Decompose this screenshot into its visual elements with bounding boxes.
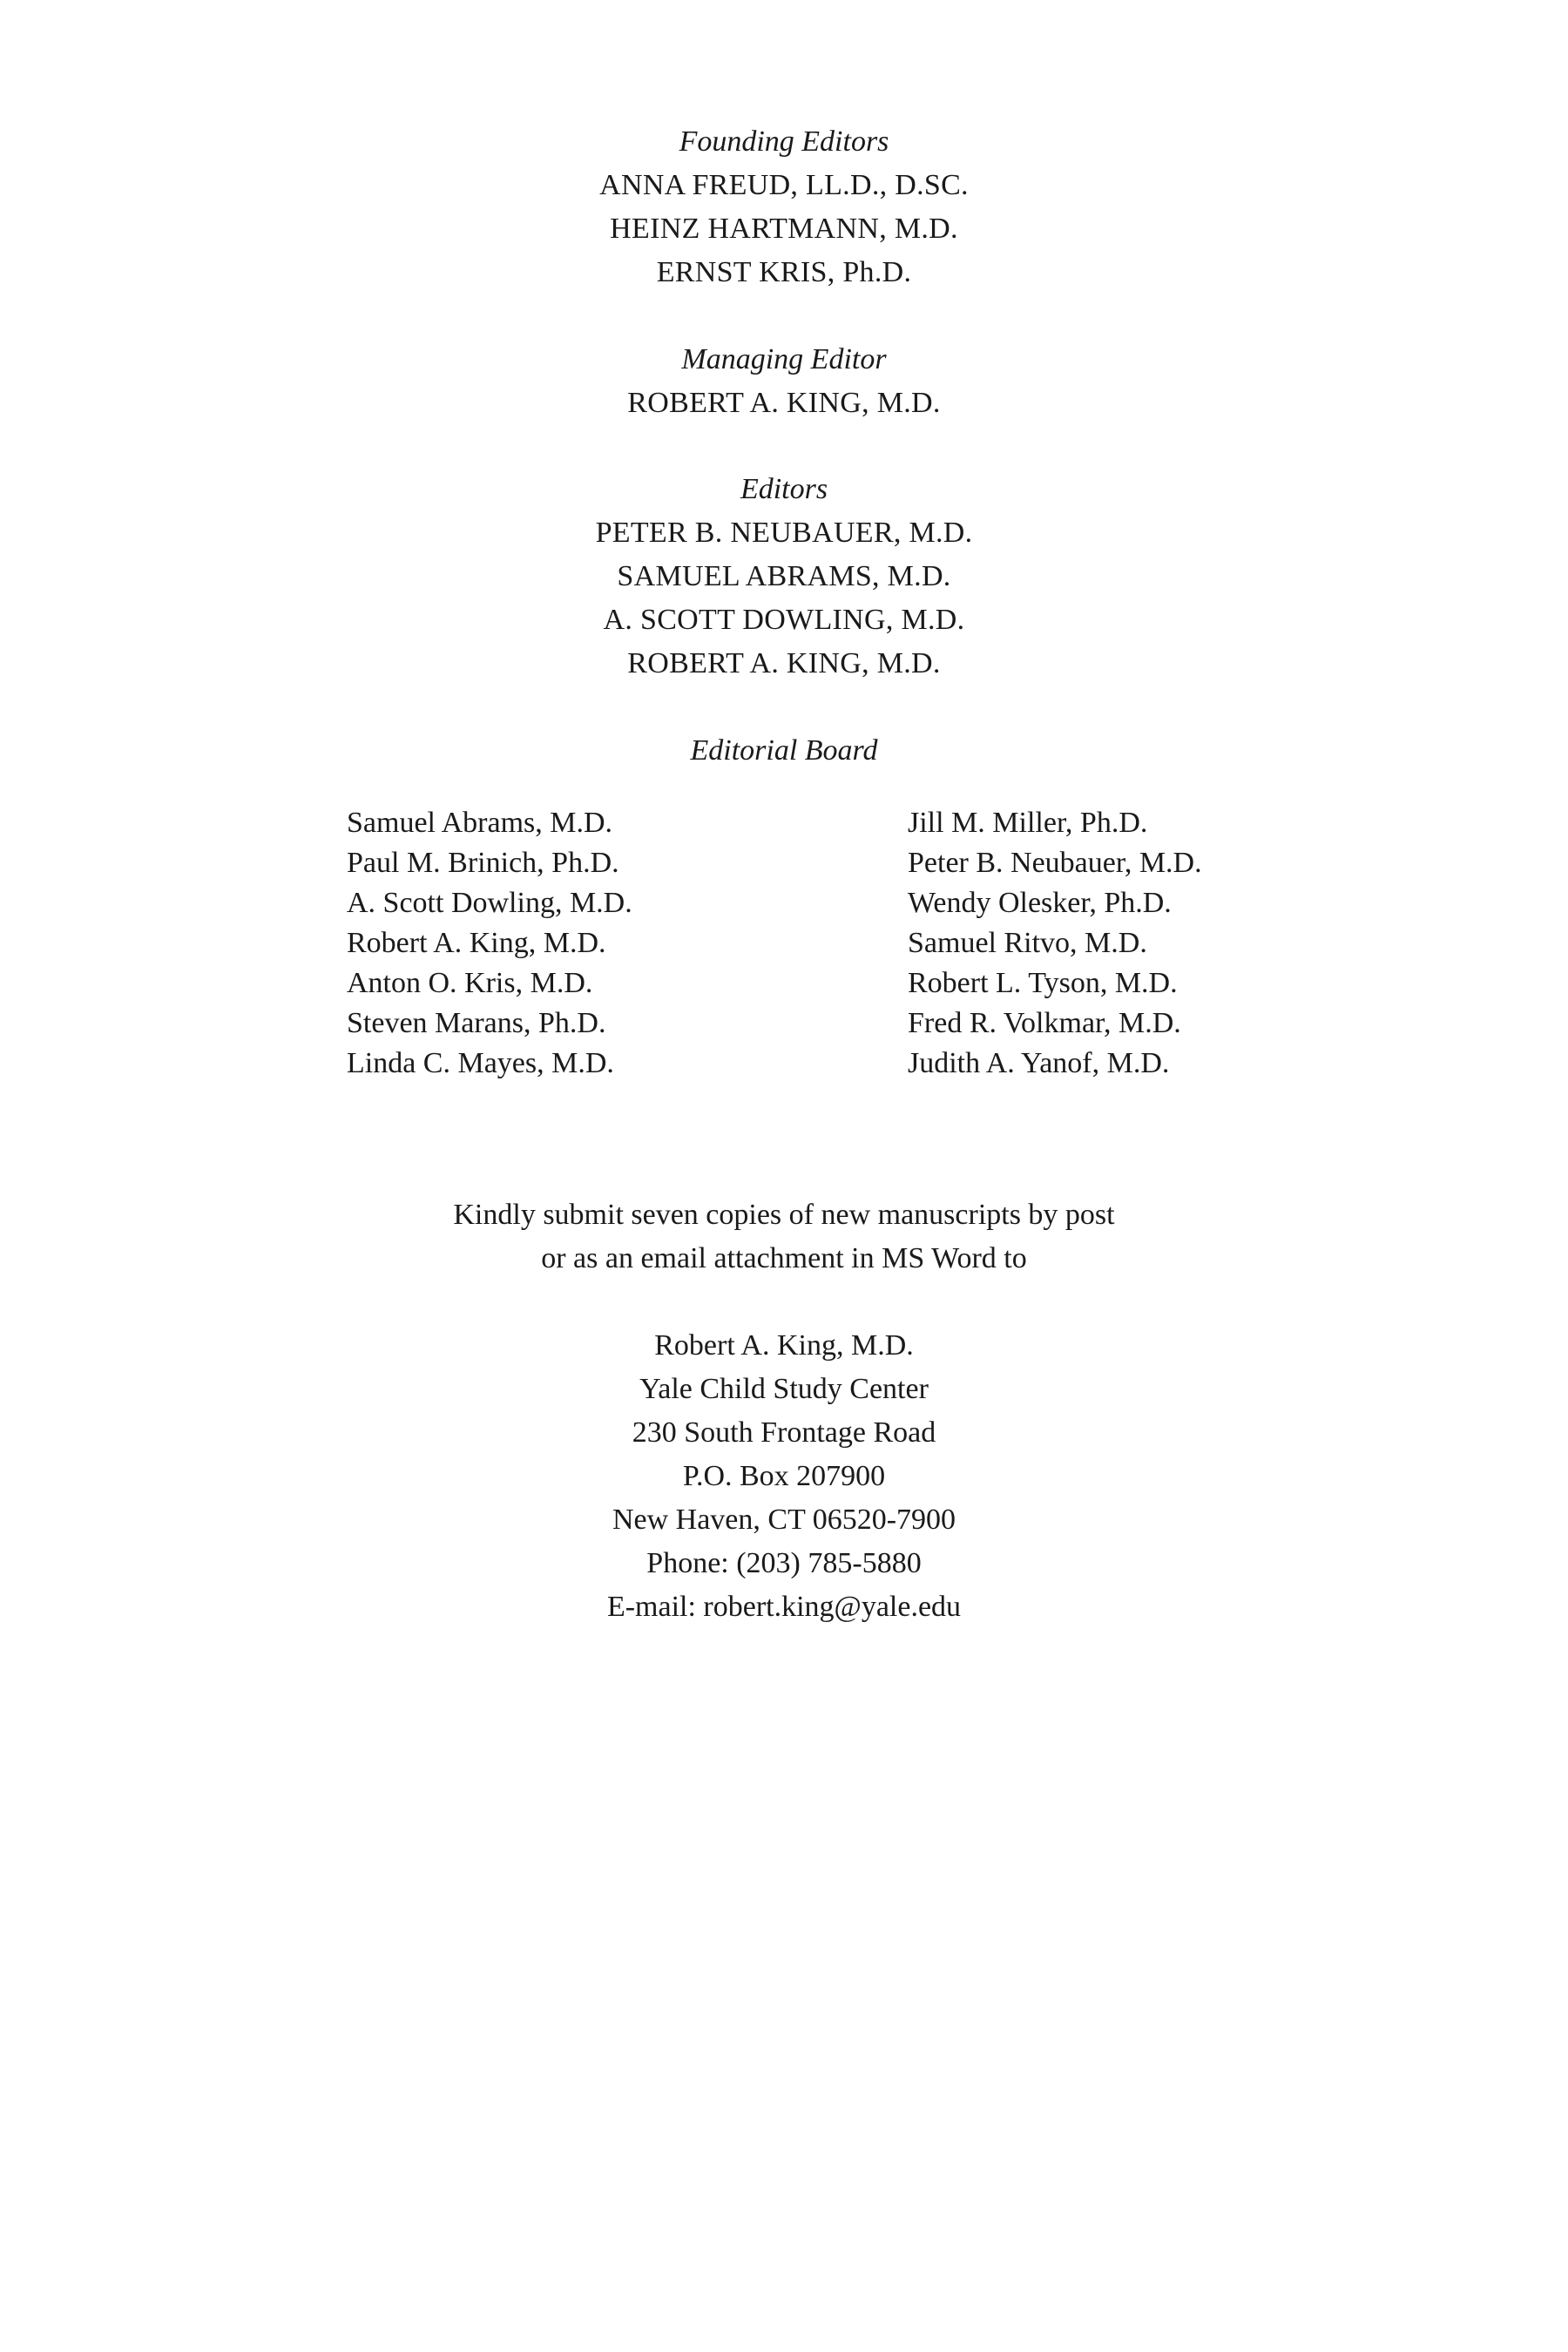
board-member: Robert L. Tyson, M.D. (908, 967, 1178, 999)
founding-editors-section (0, 120, 1568, 294)
editors-heading: Editors (740, 473, 828, 505)
address-phone: Phone: (203) 785-5880 (646, 1547, 922, 1579)
managing-editor-name: ROBERT A. KING, M.D. (627, 387, 941, 419)
board-member: Fred R. Volkmar, M.D. (908, 1007, 1181, 1039)
editor-name: SAMUEL ABRAMS, M.D. (617, 560, 951, 592)
board-member: Linda C. Mayes, M.D. (347, 1047, 614, 1079)
founding-editor-name: HEINZ HARTMANN, M.D. (610, 213, 958, 245)
board-member: Judith A. Yanof, M.D. (908, 1047, 1170, 1079)
address-city: New Haven, CT 06520-7900 (612, 1504, 956, 1536)
address-institution: Yale Child Study Center (639, 1373, 929, 1405)
board-member: Samuel Abrams, M.D. (347, 807, 613, 839)
board-member: A. Scott Dowling, M.D. (347, 887, 632, 919)
board-member: Peter B. Neubauer, M.D. (908, 847, 1202, 879)
contact-address (0, 1324, 1568, 1629)
board-member: Samuel Ritvo, M.D. (908, 927, 1147, 959)
editors-section (0, 468, 1568, 686)
board-member: Jill M. Miller, Ph.D. (908, 807, 1148, 839)
address-name: Robert A. King, M.D. (654, 1329, 914, 1362)
submission-line: or as an email attachment in MS Word to (541, 1242, 1027, 1274)
managing-editor-section (0, 338, 1568, 425)
editor-name: ROBERT A. KING, M.D. (627, 647, 941, 679)
editorial-board-right-column (908, 803, 1202, 1084)
managing-editor-heading: Managing Editor (681, 343, 887, 375)
submission-instructions (0, 1193, 1568, 1281)
board-member: Robert A. King, M.D. (347, 927, 606, 959)
submission-line: Kindly submit seven copies of new manuscripts by post (453, 1199, 1115, 1231)
address-street: 230 South Frontage Road (632, 1416, 936, 1449)
founding-editor-name: ERNST KRIS, Ph.D. (656, 256, 912, 288)
editor-name: PETER B. NEUBAUER, M.D. (595, 517, 973, 549)
board-member: Wendy Olesker, Ph.D. (908, 887, 1172, 919)
address-po-box: P.O. Box 207900 (682, 1460, 886, 1492)
board-member: Steven Marans, Ph.D. (347, 1007, 606, 1039)
address-email: E-mail: robert.king@yale.edu (606, 1591, 962, 1623)
editor-name: A. SCOTT DOWLING, M.D. (603, 604, 965, 636)
board-member: Anton O. Kris, M.D. (347, 967, 593, 999)
editorial-board-heading-block (0, 729, 1568, 773)
board-member: Paul M. Brinich, Ph.D. (347, 847, 619, 879)
editorial-board-left-column (347, 803, 632, 1084)
founding-editors-heading: Founding Editors (679, 125, 889, 158)
founding-editor-name: ANNA FREUD, LL.D., D.SC. (599, 169, 969, 201)
editorial-board-heading: Editorial Board (690, 734, 878, 767)
